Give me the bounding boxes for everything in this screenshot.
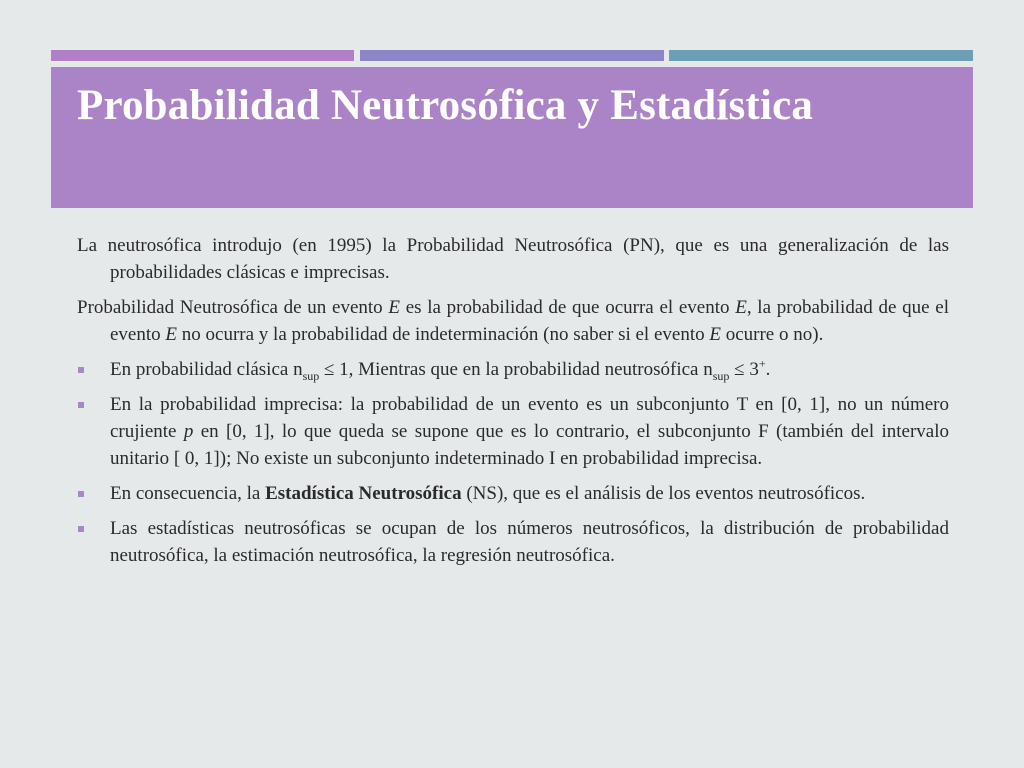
bullet-item-statistics bbox=[77, 515, 949, 569]
intro-paragraph: La neutrosófica introdujo (en 1995) la Probabilidad Neutrosófica (PN), que es una generalización de las probabilidades clásicas e imprecisas. bbox=[77, 235, 949, 283]
bullet-text: (NS), que es el análisis de los eventos neutrosóficos. bbox=[461, 483, 866, 504]
bullet-square-icon bbox=[78, 491, 84, 497]
accent-bar-violet bbox=[360, 50, 664, 61]
bullet-square-icon bbox=[78, 526, 84, 532]
bullet-text: . bbox=[765, 359, 771, 380]
slide-body bbox=[77, 232, 949, 577]
superscript: + bbox=[758, 356, 766, 371]
bullet-square-icon bbox=[78, 402, 84, 408]
bullet-square-icon bbox=[78, 367, 84, 373]
definition-text-4: no ocurra y la probabilidad de indeterminación (no saber si el evento bbox=[177, 324, 710, 345]
definition-text-1: Probabilidad Neutrosófica de un evento bbox=[77, 297, 389, 318]
event-variable: E bbox=[165, 324, 178, 345]
definition-paragraph bbox=[77, 294, 949, 348]
slide-title: Probabilidad Neutrosófica y Estadística bbox=[77, 82, 814, 129]
bullet-text: ≤ 1, Mientras que en la probabilidad neutrosófica n bbox=[319, 359, 713, 380]
bullet-item-imprecise bbox=[77, 391, 949, 472]
bullet-item-classical bbox=[77, 356, 949, 383]
crisp-number-variable: p bbox=[183, 421, 194, 442]
subscript: sup bbox=[302, 368, 320, 383]
definition-text-3: , la probabilidad de que el evento bbox=[110, 297, 949, 345]
bullet-text: En consecuencia, la bbox=[110, 483, 266, 504]
title-banner bbox=[51, 67, 973, 208]
event-variable: E bbox=[735, 297, 747, 318]
subscript: sup bbox=[712, 368, 730, 383]
event-variable: E bbox=[709, 324, 721, 345]
top-accent-bars bbox=[51, 50, 973, 61]
definition-text-2: es la probabilidad de que ocurra el evento bbox=[399, 297, 736, 318]
bullet-text: En probabilidad clásica n bbox=[110, 359, 303, 380]
accent-bar-teal bbox=[669, 50, 973, 61]
event-variable: E bbox=[388, 297, 400, 318]
bullet-text: ≤ 3 bbox=[729, 359, 759, 380]
bullet-item-consequence bbox=[77, 480, 949, 507]
bullet-text: Las estadísticas neutrosóficas se ocupan de los números neutrosóficos, la distribución de probabilidad neutrosófica, la estimación neutrosófica, la regresión neutrosófica. bbox=[110, 518, 949, 566]
accent-bar-purple bbox=[51, 50, 354, 61]
bullet-text: En la probabilidad imprecisa: la probabilidad de un evento es un subconjunto T en [0, 1], no un número crujiente bbox=[110, 394, 949, 442]
bold-term: Estadística Neutrosófica bbox=[265, 483, 462, 504]
bullet-text: en [0, 1], lo que queda se supone que es lo contrario, el subconjunto F (también del intervalo unitario [ 0, 1]); No existe un subconjunto indeterminado I en probabilidad imprecisa. bbox=[110, 421, 949, 469]
definition-text-5: ocurre o no). bbox=[720, 324, 824, 345]
